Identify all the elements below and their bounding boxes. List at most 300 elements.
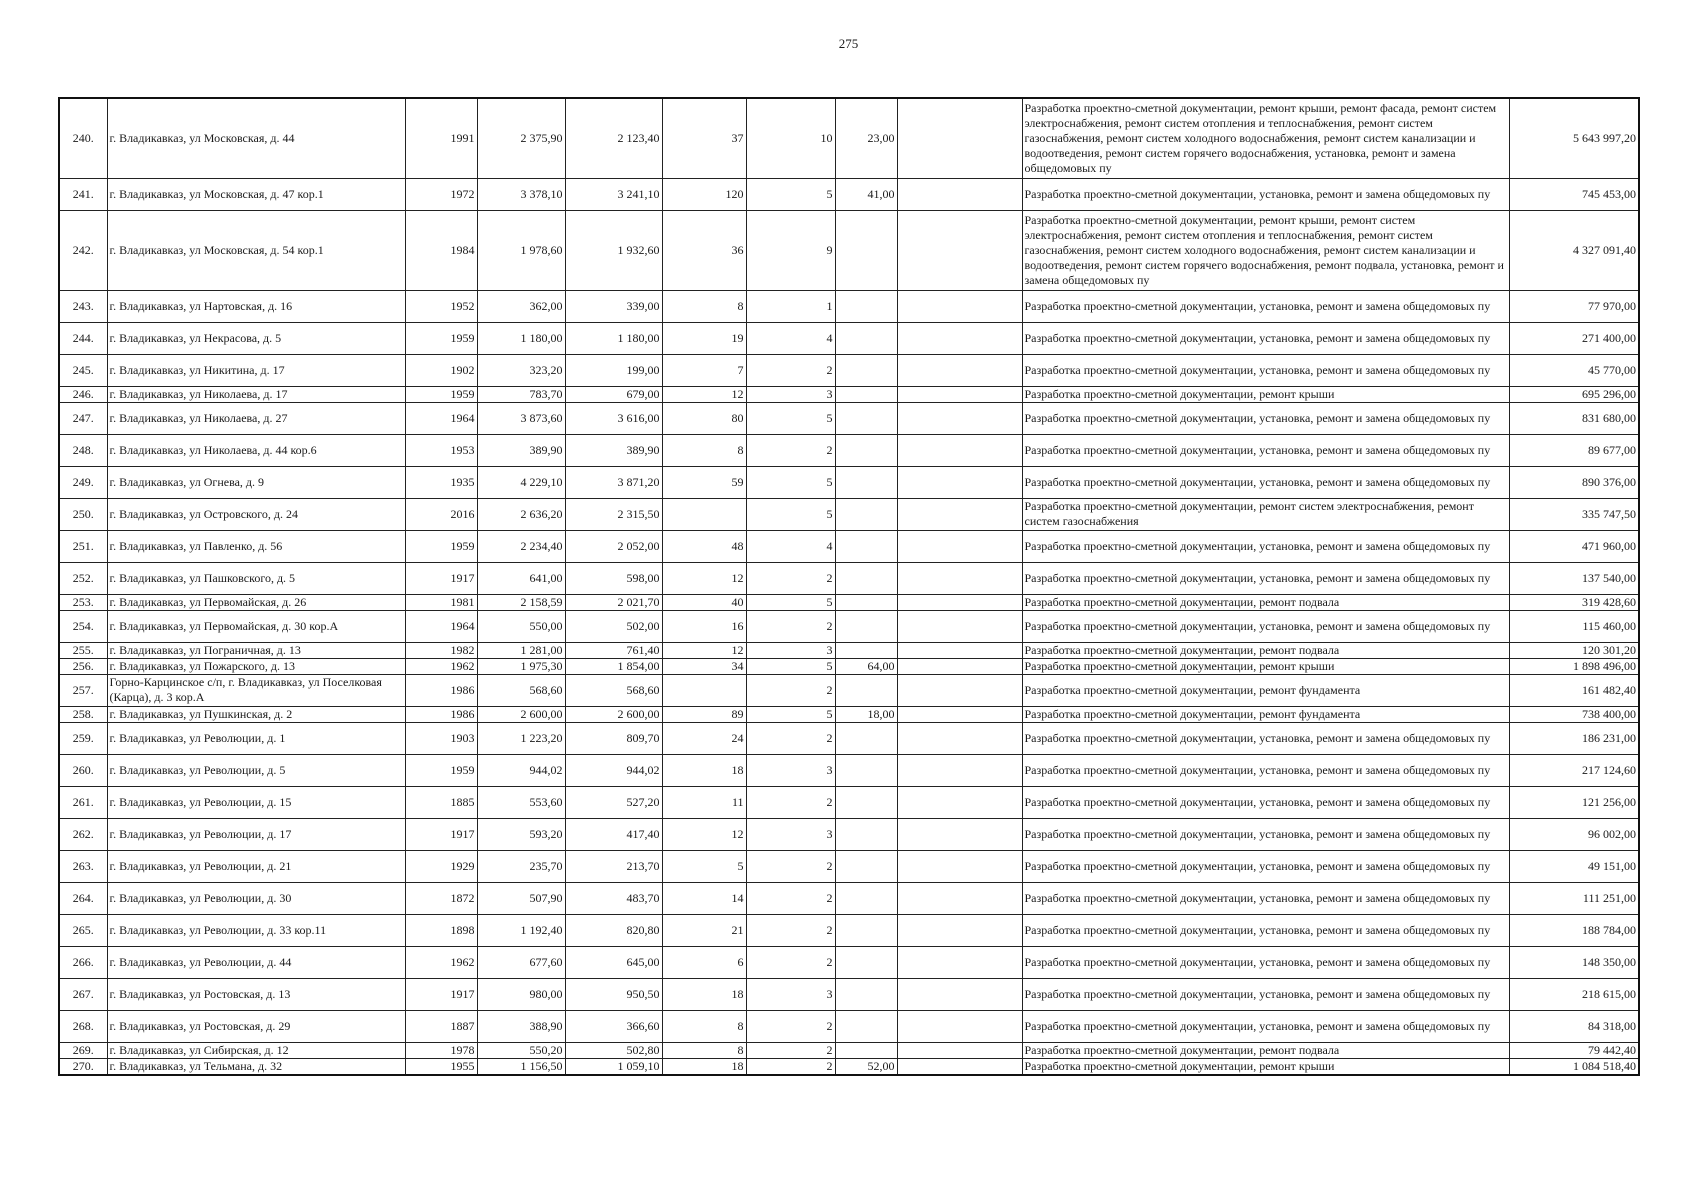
empty-cell: [897, 642, 1022, 658]
living-area-cell: 2 600,00: [565, 706, 662, 722]
row-number: 243.: [59, 290, 107, 322]
table-row: [59, 210, 1639, 290]
floors-cell: 2: [746, 914, 835, 946]
year-cell: 1885: [405, 786, 477, 818]
address-cell: г. Владикавказ, ул Николаева, д. 27: [107, 402, 405, 434]
residents-cell: 89: [662, 706, 746, 722]
living-area-cell: 679,00: [565, 386, 662, 402]
year-cell: 1984: [405, 210, 477, 290]
residents-cell: 40: [662, 594, 746, 610]
works-cell: Разработка проектно-сметной документации, установка, ремонт и замена общедомовых пу: [1022, 914, 1509, 946]
row-number: 263.: [59, 850, 107, 882]
address-cell: г. Владикавказ, ул Пашковского, д. 5: [107, 562, 405, 594]
total-area-cell: 2 636,20: [477, 498, 565, 530]
address-cell: г. Владикавказ, ул Николаева, д. 44 кор.6: [107, 434, 405, 466]
cost-cell: 188 784,00: [1509, 914, 1639, 946]
row-number: 267.: [59, 978, 107, 1010]
address-cell: г. Владикавказ, ул Николаева, д. 17: [107, 386, 405, 402]
empty-cell: [897, 98, 1022, 178]
residents-cell: [662, 498, 746, 530]
empty-cell: [897, 706, 1022, 722]
works-cell: Разработка проектно-сметной документации, ремонт подвала: [1022, 642, 1509, 658]
total-area-cell: 1 192,40: [477, 914, 565, 946]
row-number: 268.: [59, 1010, 107, 1042]
row-number: 251.: [59, 530, 107, 562]
row-number: 240.: [59, 98, 107, 178]
total-area-cell: 1 975,30: [477, 658, 565, 674]
empty-cell: [897, 850, 1022, 882]
living-area-cell: 2 021,70: [565, 594, 662, 610]
empty-cell: [897, 290, 1022, 322]
address-cell: г. Владикавказ, ул Пожарского, д. 13: [107, 658, 405, 674]
row-number: 254.: [59, 610, 107, 642]
row-number: 261.: [59, 786, 107, 818]
floors-cell: 5: [746, 402, 835, 434]
cost-cell: 5 643 997,20: [1509, 98, 1639, 178]
empty-cell: [897, 402, 1022, 434]
year-cell: 1898: [405, 914, 477, 946]
year-cell: 1986: [405, 706, 477, 722]
cost-cell: 695 296,00: [1509, 386, 1639, 402]
total-area-cell: 1 281,00: [477, 642, 565, 658]
floors-cell: 2: [746, 946, 835, 978]
residents-cell: 24: [662, 722, 746, 754]
table-row: [59, 530, 1639, 562]
table-row: [59, 722, 1639, 754]
floors-cell: 2: [746, 562, 835, 594]
row-number: 252.: [59, 562, 107, 594]
row-number: 255.: [59, 642, 107, 658]
works-cell: Разработка проектно-сметной документации, ремонт крыши, ремонт систем электроснабжения, ремонт систем отопления и теплоснабжения, ремонт систем газоснабжения, ремонт систем холодного водоснабжения, ремонт систем канализации и водоотведения, ремонт систем горячего водоснабжения, ремонт подвала, установка, ремонт и замена общедомовых пу: [1022, 210, 1509, 290]
address-cell: г. Владикавказ, ул Пограничная, д. 13: [107, 642, 405, 658]
year-cell: 1981: [405, 594, 477, 610]
residents-cell: 18: [662, 754, 746, 786]
living-area-cell: 950,50: [565, 978, 662, 1010]
row-number: 248.: [59, 434, 107, 466]
living-area-cell: 213,70: [565, 850, 662, 882]
table-row: [59, 754, 1639, 786]
living-area-cell: 199,00: [565, 354, 662, 386]
year-cell: 1872: [405, 882, 477, 914]
works-cell: Разработка проектно-сметной документации, ремонт крыши, ремонт фасада, ремонт систем электроснабжения, ремонт систем отопления и теплоснабжения, ремонт систем газоснабжения, ремонт систем холодного водоснабжения, ремонт систем канализации и водоотведения, ремонт систем горячего водоснабжения, установка, ремонт и замена общедомовых пу: [1022, 98, 1509, 178]
year-cell: 1959: [405, 322, 477, 354]
cost-cell: 319 428,60: [1509, 594, 1639, 610]
extra-value-cell: [835, 610, 897, 642]
works-cell: Разработка проектно-сметной документации, установка, ремонт и замена общедомовых пу: [1022, 978, 1509, 1010]
row-number: 249.: [59, 466, 107, 498]
works-cell: Разработка проектно-сметной документации, установка, ремонт и замена общедомовых пу: [1022, 322, 1509, 354]
works-cell: Разработка проектно-сметной документации, установка, ремонт и замена общедомовых пу: [1022, 610, 1509, 642]
empty-cell: [897, 722, 1022, 754]
cost-cell: 745 453,00: [1509, 178, 1639, 210]
row-number: 266.: [59, 946, 107, 978]
residents-cell: 8: [662, 1042, 746, 1058]
works-cell: Разработка проектно-сметной документации, ремонт крыши: [1022, 1058, 1509, 1075]
empty-cell: [897, 786, 1022, 818]
cost-cell: 271 400,00: [1509, 322, 1639, 354]
residents-cell: 5: [662, 850, 746, 882]
cost-cell: 217 124,60: [1509, 754, 1639, 786]
empty-cell: [897, 466, 1022, 498]
address-cell: г. Владикавказ, ул Революции, д. 1: [107, 722, 405, 754]
extra-value-cell: [835, 530, 897, 562]
total-area-cell: 944,02: [477, 754, 565, 786]
cost-cell: 137 540,00: [1509, 562, 1639, 594]
floors-cell: 2: [746, 1042, 835, 1058]
empty-cell: [897, 882, 1022, 914]
year-cell: 1902: [405, 354, 477, 386]
row-number: 262.: [59, 818, 107, 850]
cost-cell: 1 084 518,40: [1509, 1058, 1639, 1075]
table-row: [59, 610, 1639, 642]
works-cell: Разработка проектно-сметной документации, установка, ремонт и замена общедомовых пу: [1022, 354, 1509, 386]
table-row: [59, 594, 1639, 610]
table-row: [59, 98, 1639, 178]
floors-cell: 2: [746, 850, 835, 882]
empty-cell: [897, 178, 1022, 210]
year-cell: 1917: [405, 818, 477, 850]
address-cell: г. Владикавказ, ул Революции, д. 5: [107, 754, 405, 786]
address-cell: г. Владикавказ, ул Островского, д. 24: [107, 498, 405, 530]
table-row: [59, 658, 1639, 674]
residents-cell: 18: [662, 978, 746, 1010]
empty-cell: [897, 978, 1022, 1010]
works-cell: Разработка проектно-сметной документации, установка, ремонт и замена общедомовых пу: [1022, 402, 1509, 434]
empty-cell: [897, 658, 1022, 674]
living-area-cell: 527,20: [565, 786, 662, 818]
residents-cell: 120: [662, 178, 746, 210]
works-cell: Разработка проектно-сметной документации, ремонт подвала: [1022, 1042, 1509, 1058]
address-cell: г. Владикавказ, ул Никитина, д. 17: [107, 354, 405, 386]
row-number: 247.: [59, 402, 107, 434]
total-area-cell: 507,90: [477, 882, 565, 914]
floors-cell: 5: [746, 706, 835, 722]
living-area-cell: 944,02: [565, 754, 662, 786]
address-cell: г. Владикавказ, ул Пушкинская, д. 2: [107, 706, 405, 722]
total-area-cell: 1 978,60: [477, 210, 565, 290]
floors-cell: 3: [746, 386, 835, 402]
residents-cell: 80: [662, 402, 746, 434]
extra-value-cell: [835, 978, 897, 1010]
residents-cell: 36: [662, 210, 746, 290]
table-row: [59, 354, 1639, 386]
extra-value-cell: [835, 786, 897, 818]
address-cell: г. Владикавказ, ул Революции, д. 30: [107, 882, 405, 914]
year-cell: 1959: [405, 386, 477, 402]
row-number: 260.: [59, 754, 107, 786]
living-area-cell: 417,40: [565, 818, 662, 850]
cost-cell: 49 151,00: [1509, 850, 1639, 882]
residents-cell: 48: [662, 530, 746, 562]
total-area-cell: 783,70: [477, 386, 565, 402]
floors-cell: 10: [746, 98, 835, 178]
total-area-cell: 2 158,59: [477, 594, 565, 610]
floors-cell: 4: [746, 322, 835, 354]
living-area-cell: 820,80: [565, 914, 662, 946]
row-number: 257.: [59, 674, 107, 706]
empty-cell: [897, 498, 1022, 530]
living-area-cell: 568,60: [565, 674, 662, 706]
extra-value-cell: [835, 882, 897, 914]
row-number: 246.: [59, 386, 107, 402]
floors-cell: 2: [746, 674, 835, 706]
total-area-cell: 641,00: [477, 562, 565, 594]
cost-cell: 1 898 496,00: [1509, 658, 1639, 674]
table-row: [59, 290, 1639, 322]
cost-cell: 335 747,50: [1509, 498, 1639, 530]
year-cell: 1917: [405, 978, 477, 1010]
living-area-cell: 483,70: [565, 882, 662, 914]
living-area-cell: 2 052,00: [565, 530, 662, 562]
extra-value-cell: [835, 754, 897, 786]
extra-value-cell: [835, 594, 897, 610]
year-cell: 1959: [405, 530, 477, 562]
year-cell: 2016: [405, 498, 477, 530]
living-area-cell: 1 059,10: [565, 1058, 662, 1075]
year-cell: 1964: [405, 402, 477, 434]
residents-cell: 19: [662, 322, 746, 354]
residents-cell: 34: [662, 658, 746, 674]
works-cell: Разработка проектно-сметной документации, установка, ремонт и замена общедомовых пу: [1022, 818, 1509, 850]
residents-cell: 7: [662, 354, 746, 386]
year-cell: 1903: [405, 722, 477, 754]
total-area-cell: 550,00: [477, 610, 565, 642]
residents-cell: 59: [662, 466, 746, 498]
works-cell: Разработка проектно-сметной документации, установка, ремонт и замена общедомовых пу: [1022, 754, 1509, 786]
works-cell: Разработка проектно-сметной документации, установка, ремонт и замена общедомовых пу: [1022, 178, 1509, 210]
floors-cell: 3: [746, 754, 835, 786]
repair-register-table: [58, 97, 1640, 1076]
cost-cell: 115 460,00: [1509, 610, 1639, 642]
floors-cell: 2: [746, 882, 835, 914]
living-area-cell: 3 241,10: [565, 178, 662, 210]
cost-cell: 120 301,20: [1509, 642, 1639, 658]
total-area-cell: 323,20: [477, 354, 565, 386]
year-cell: 1935: [405, 466, 477, 498]
table-row: [59, 850, 1639, 882]
floors-cell: 2: [746, 1010, 835, 1042]
extra-value-cell: [835, 642, 897, 658]
row-number: 270.: [59, 1058, 107, 1075]
cost-cell: 89 677,00: [1509, 434, 1639, 466]
table-row: [59, 1010, 1639, 1042]
empty-cell: [897, 594, 1022, 610]
extra-value-cell: [835, 290, 897, 322]
year-cell: 1982: [405, 642, 477, 658]
works-cell: Разработка проектно-сметной документации, установка, ремонт и замена общедомовых пу: [1022, 786, 1509, 818]
cost-cell: 218 615,00: [1509, 978, 1639, 1010]
address-cell: г. Владикавказ, ул Ростовская, д. 29: [107, 1010, 405, 1042]
residents-cell: 6: [662, 946, 746, 978]
empty-cell: [897, 1058, 1022, 1075]
year-cell: 1917: [405, 562, 477, 594]
row-number: 253.: [59, 594, 107, 610]
living-area-cell: 645,00: [565, 946, 662, 978]
year-cell: 1955: [405, 1058, 477, 1075]
floors-cell: 2: [746, 1058, 835, 1075]
table-row: [59, 434, 1639, 466]
floors-cell: 2: [746, 354, 835, 386]
table-row: [59, 946, 1639, 978]
table-row: [59, 178, 1639, 210]
total-area-cell: 2 375,90: [477, 98, 565, 178]
total-area-cell: 1 223,20: [477, 722, 565, 754]
living-area-cell: 1 932,60: [565, 210, 662, 290]
year-cell: 1952: [405, 290, 477, 322]
living-area-cell: 502,00: [565, 610, 662, 642]
address-cell: г. Владикавказ, ул Некрасова, д. 5: [107, 322, 405, 354]
works-cell: Разработка проектно-сметной документации, ремонт подвала: [1022, 594, 1509, 610]
floors-cell: 3: [746, 978, 835, 1010]
living-area-cell: 3 616,00: [565, 402, 662, 434]
extra-value-cell: [835, 354, 897, 386]
year-cell: 1972: [405, 178, 477, 210]
table-row: [59, 386, 1639, 402]
empty-cell: [897, 434, 1022, 466]
row-number: 245.: [59, 354, 107, 386]
year-cell: 1929: [405, 850, 477, 882]
empty-cell: [897, 914, 1022, 946]
row-number: 242.: [59, 210, 107, 290]
works-cell: Разработка проектно-сметной документации, установка, ремонт и замена общедомовых пу: [1022, 882, 1509, 914]
extra-value-cell: [835, 914, 897, 946]
row-number: 241.: [59, 178, 107, 210]
address-cell: г. Владикавказ, ул Революции, д. 44: [107, 946, 405, 978]
total-area-cell: 389,90: [477, 434, 565, 466]
works-cell: Разработка проектно-сметной документации, ремонт фундамента: [1022, 674, 1509, 706]
empty-cell: [897, 354, 1022, 386]
year-cell: 1962: [405, 658, 477, 674]
cost-cell: 148 350,00: [1509, 946, 1639, 978]
address-cell: г. Владикавказ, ул Московская, д. 47 кор.1: [107, 178, 405, 210]
row-number: 259.: [59, 722, 107, 754]
address-cell: г. Владикавказ, ул Нартовская, д. 16: [107, 290, 405, 322]
page-number: 275: [838, 36, 859, 51]
living-area-cell: 1 180,00: [565, 322, 662, 354]
floors-cell: 2: [746, 786, 835, 818]
address-cell: г. Владикавказ, ул Революции, д. 15: [107, 786, 405, 818]
living-area-cell: 2 123,40: [565, 98, 662, 178]
living-area-cell: 389,90: [565, 434, 662, 466]
year-cell: 1962: [405, 946, 477, 978]
empty-cell: [897, 386, 1022, 402]
table-row: [59, 322, 1639, 354]
floors-cell: 3: [746, 642, 835, 658]
works-cell: Разработка проектно-сметной документации, ремонт систем электроснабжения, ремонт систем газоснабжения: [1022, 498, 1509, 530]
cost-cell: 738 400,00: [1509, 706, 1639, 722]
total-area-cell: 4 229,10: [477, 466, 565, 498]
residents-cell: 8: [662, 1010, 746, 1042]
living-area-cell: 339,00: [565, 290, 662, 322]
extra-value-cell: [835, 386, 897, 402]
residents-cell: 14: [662, 882, 746, 914]
extra-value-cell: 18,00: [835, 706, 897, 722]
cost-cell: 121 256,00: [1509, 786, 1639, 818]
floors-cell: 1: [746, 290, 835, 322]
empty-cell: [897, 610, 1022, 642]
table-row: [59, 1058, 1639, 1075]
year-cell: 1991: [405, 98, 477, 178]
empty-cell: [897, 322, 1022, 354]
row-number: 265.: [59, 914, 107, 946]
floors-cell: 9: [746, 210, 835, 290]
extra-value-cell: [835, 210, 897, 290]
residents-cell: [662, 674, 746, 706]
year-cell: 1953: [405, 434, 477, 466]
works-cell: Разработка проектно-сметной документации, установка, ремонт и замена общедомовых пу: [1022, 850, 1509, 882]
living-area-cell: 809,70: [565, 722, 662, 754]
row-number: 256.: [59, 658, 107, 674]
table-row: [59, 882, 1639, 914]
cost-cell: 77 970,00: [1509, 290, 1639, 322]
extra-value-cell: 23,00: [835, 98, 897, 178]
cost-cell: 4 327 091,40: [1509, 210, 1639, 290]
floors-cell: 5: [746, 498, 835, 530]
row-number: 244.: [59, 322, 107, 354]
works-cell: Разработка проектно-сметной документации, установка, ремонт и замена общедомовых пу: [1022, 946, 1509, 978]
cost-cell: 471 960,00: [1509, 530, 1639, 562]
extra-value-cell: 52,00: [835, 1058, 897, 1075]
row-number: 264.: [59, 882, 107, 914]
total-area-cell: 2 234,40: [477, 530, 565, 562]
cost-cell: 890 376,00: [1509, 466, 1639, 498]
floors-cell: 2: [746, 610, 835, 642]
works-cell: Разработка проектно-сметной документации, установка, ремонт и замена общедомовых пу: [1022, 466, 1509, 498]
table-row: [59, 818, 1639, 850]
empty-cell: [897, 562, 1022, 594]
total-area-cell: 550,20: [477, 1042, 565, 1058]
cost-cell: 45 770,00: [1509, 354, 1639, 386]
year-cell: 1887: [405, 1010, 477, 1042]
floors-cell: 3: [746, 818, 835, 850]
total-area-cell: 2 600,00: [477, 706, 565, 722]
address-cell: г. Владикавказ, ул Первомайская, д. 30 кор.А: [107, 610, 405, 642]
extra-value-cell: [835, 498, 897, 530]
floors-cell: 2: [746, 722, 835, 754]
residents-cell: 12: [662, 562, 746, 594]
total-area-cell: 3 873,60: [477, 402, 565, 434]
living-area-cell: 598,00: [565, 562, 662, 594]
table-row: [59, 706, 1639, 722]
works-cell: Разработка проектно-сметной документации, ремонт крыши: [1022, 386, 1509, 402]
address-cell: Горно-Карцинское с/п, г. Владикавказ, ул Поселковая (Карца), д. 3 кор.А: [107, 674, 405, 706]
table-row: [59, 674, 1639, 706]
total-area-cell: 388,90: [477, 1010, 565, 1042]
total-area-cell: 1 156,50: [477, 1058, 565, 1075]
residents-cell: 37: [662, 98, 746, 178]
year-cell: 1978: [405, 1042, 477, 1058]
extra-value-cell: [835, 1010, 897, 1042]
address-cell: г. Владикавказ, ул Революции, д. 33 кор.11: [107, 914, 405, 946]
table-row: [59, 466, 1639, 498]
residents-cell: 18: [662, 1058, 746, 1075]
empty-cell: [897, 1042, 1022, 1058]
address-cell: г. Владикавказ, ул Ростовская, д. 13: [107, 978, 405, 1010]
table-row: [59, 914, 1639, 946]
extra-value-cell: [835, 402, 897, 434]
table-row: [59, 498, 1639, 530]
table-row: [59, 562, 1639, 594]
table-row: [59, 402, 1639, 434]
total-area-cell: 568,60: [477, 674, 565, 706]
extra-value-cell: 41,00: [835, 178, 897, 210]
extra-value-cell: [835, 466, 897, 498]
works-cell: Разработка проектно-сметной документации, ремонт крыши: [1022, 658, 1509, 674]
residents-cell: 11: [662, 786, 746, 818]
living-area-cell: 502,80: [565, 1042, 662, 1058]
empty-cell: [897, 754, 1022, 786]
residents-cell: 12: [662, 642, 746, 658]
